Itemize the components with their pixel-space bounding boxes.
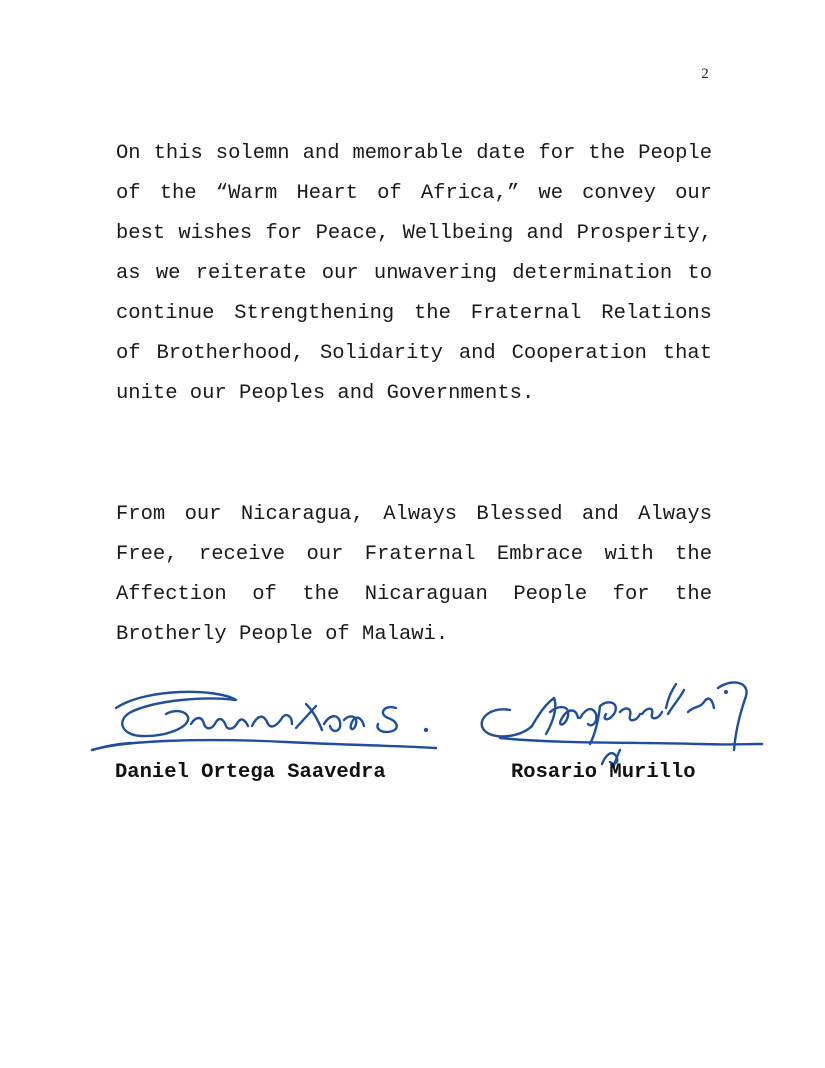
signature-murillo	[470, 668, 770, 768]
body-paragraph-greeting: On this solemn and memorable date for the People of the “Warm Heart of Africa,” we convey our best wishes for Peace, Wellbeing and Prosperity, as we reiterate our unwavering determination to continue Strengthening the Fraternal Relations of Brotherhood, Solidarity and Cooperation that unite our Peoples and Governments.	[116, 142, 712, 405]
signer-name-ortega: Daniel Ortega Saavedra	[115, 761, 386, 784]
body-paragraph-closing: From our Nicaragua, Always Blessed and Always Free, receive our Fraternal Embrace with the Affection of the Nicaraguan People for the Brotherly People of Malawi.	[116, 503, 712, 646]
page-number: 2	[701, 66, 709, 82]
signer-name-murillo: Rosario Murillo	[511, 761, 696, 784]
signature-ortega	[86, 680, 446, 760]
